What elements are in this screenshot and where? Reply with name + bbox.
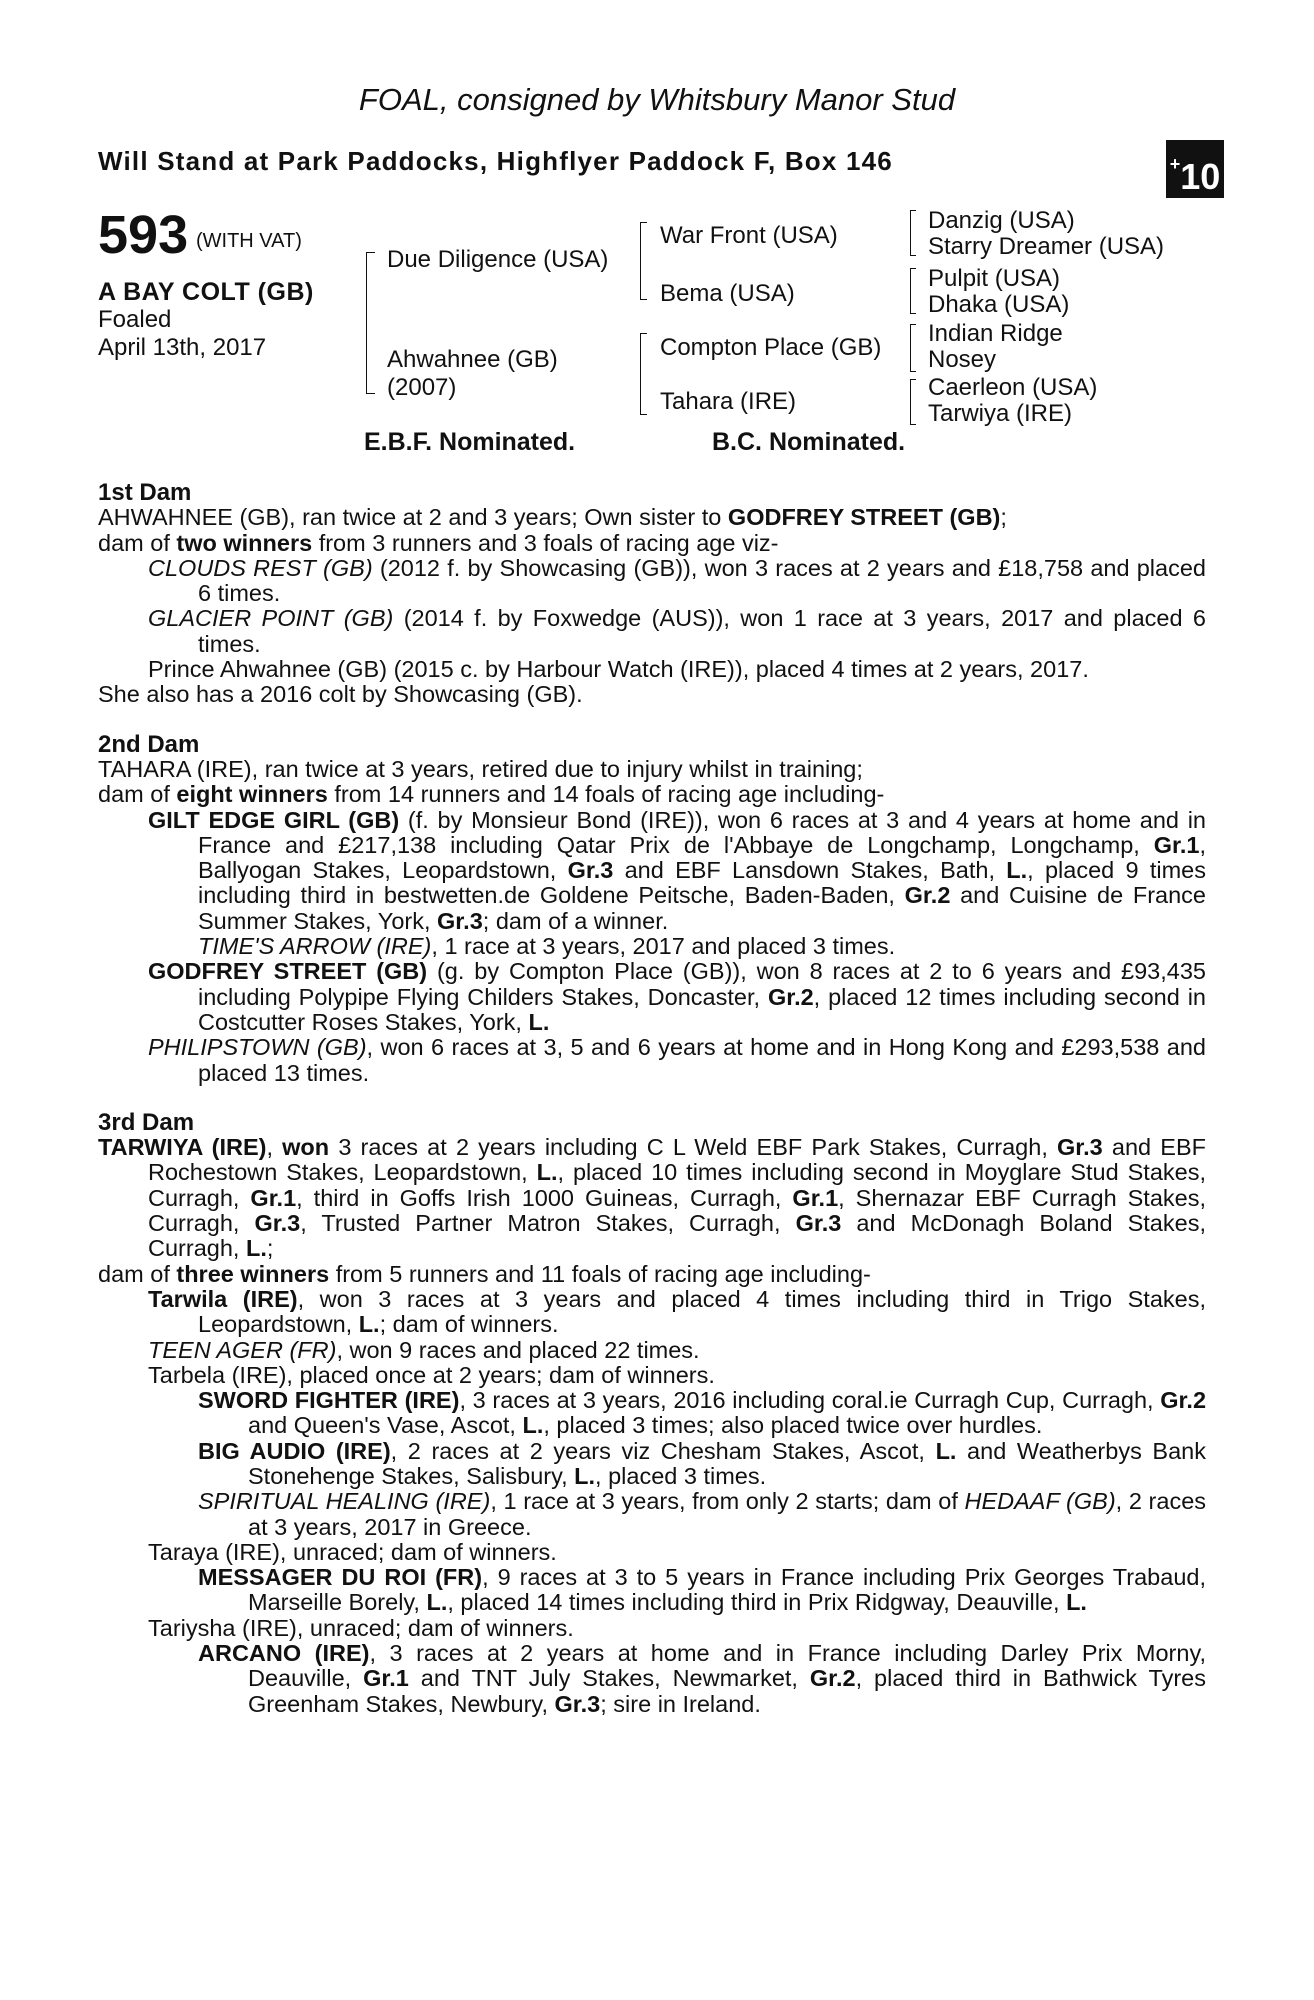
third-dam-heading: 3rd Dam — [98, 1108, 195, 1136]
pedigree-brace-ss — [910, 210, 916, 256]
produce-entry: ARCANO (IRE), 3 races at 2 years at home and in France including Darley Prix Morny, Deauville, Gr.1 and TNT July Stakes, Newmarket, Gr.2, placed third in Bathwick Tyres Greenham Stakes, Newbury, Gr.3; sire in Ireland. — [198, 1640, 1206, 1717]
pedigree-brace-dam — [640, 333, 647, 415]
produce-entry: BIG AUDIO (IRE), 2 races at 2 years viz Chesham Stakes, Ascot, L. and Weatherbys Bank Stonehenge Stakes, Salisbury, L., placed 3 times. — [198, 1437, 1206, 1489]
produce-entry: SPIRITUAL HEALING (IRE), 1 race at 3 years, from only 2 starts; dam of HEDAAF (GB), 2 races at 3 years, 2017 in Greece. — [198, 1488, 1207, 1540]
bc-nomination: B.C. Nominated. — [712, 428, 906, 456]
pedigree-dam: Ahwahnee (GB) — [387, 346, 558, 373]
pedigree-brace-ds — [910, 324, 916, 372]
lot-number: 593 — [98, 205, 189, 265]
pedigree-dss: Indian Ridge — [928, 320, 1063, 347]
foaled-info — [98, 306, 266, 362]
produce-entry: GLACIER POINT (GB) (2014 f. by Foxwedge (AUS)), won 1 race at 3 years, 2017 and placed 6 times. — [148, 605, 1206, 657]
badge-mark: + — [1169, 154, 1181, 174]
produce-entry: Tarwila (IRE), won 3 races at 3 years and placed 4 times including third in Trigo Stakes, Leopardstown, L.; dam of winners. — [148, 1285, 1206, 1338]
second-dam-heading: 2nd Dam — [98, 730, 200, 758]
produce-entry: SWORD FIGHTER (IRE), 3 races at 3 years, 2016 including coral.ie Curragh Cup, Curragh, Gr.2 and Queen's Vase, Ascot, L., placed 3 times; also placed twice over hurdles. — [198, 1387, 1207, 1439]
foaled-label: Foaled — [98, 306, 172, 333]
produce-entry: MESSAGER DU ROI (FR), 9 races at 3 to 5 years in France including Prix Georges Trabaud, Marseille Borely, L., placed 14 times including third in Prix Ridgway, Deauville, L. — [198, 1564, 1206, 1616]
pedigree-brace-dd — [910, 379, 916, 425]
stabling-location: Will Stand at Park Paddocks, Highflyer Paddock F, Box 146 — [98, 146, 893, 176]
produce-entry: GILT EDGE GIRL (GB) (f. by Monsieur Bond (IRE)), won 6 races at 3 and 4 years at home and in France and £217,138 including Qatar Prix de l'Abbaye de Longchamp, Longchamp, Gr.1, Ballyogan Stakes, Leopardstown, Gr.3 and EBF Lansdown Stakes, Bath, L., placed 9 times including third in bestwetten.de Goldene Peitsche, Baden-Baden, Gr.2 and Cuisine de France Summer Stakes, York, Gr.3; dam of a winner. — [148, 806, 1206, 934]
pedigree-sds: Pulpit (USA) — [928, 265, 1061, 292]
pedigree-dam-sire: Compton Place (GB) — [660, 334, 882, 361]
pedigree-sdd: Dhaka (USA) — [928, 291, 1070, 318]
catalogue-body — [98, 480, 1206, 1717]
pedigree-sss: Danzig (USA) — [928, 207, 1075, 234]
first-dam-produce-summary: dam of two winners from 3 runners and 3 foals of racing age viz- — [98, 529, 779, 556]
pedigree-dds: Caerleon (USA) — [928, 374, 1098, 401]
pedigree-ddd: Tarwiya (IRE) — [928, 400, 1073, 427]
produce-note: She also has a 2016 colt by Showcasing (GB). — [98, 681, 583, 708]
produce-entry: PHILIPSTOWN (GB), won 6 races at 3, 5 and 6 years at home and in Hong Kong and £293,538 and placed 13 times. — [148, 1034, 1206, 1086]
pedigree-dam-year: (2007) — [387, 374, 457, 401]
pedigree-sire-dam: Bema (USA) — [660, 280, 795, 307]
ebf-nomination: E.B.F. Nominated. — [364, 428, 576, 456]
pedigree-brace-gen1 — [366, 252, 375, 394]
second-dam-produce-summary: dam of eight winners from 14 runners and 14 foals of racing age including- — [98, 781, 885, 808]
pedigree-sire-sire: War Front (USA) — [660, 222, 838, 249]
produce-entry: CLOUDS REST (GB) (2012 f. by Showcasing (GB)), won 3 races at 2 years and £18,758 and placed 6 times. — [148, 554, 1206, 607]
produce-entry: TEEN AGER (FR), won 9 races and placed 22 times. — [148, 1336, 700, 1363]
second-dam-line: TAHARA (IRE), ran twice at 3 years, retired due to injury whilst in training; — [98, 755, 863, 782]
first-dam-line: AHWAHNEE (GB), ran twice at 2 and 3 years; Own sister to GODFREY STREET (GB); — [98, 504, 1007, 531]
badge-number: 10 — [1180, 156, 1221, 197]
foaled-date: April 13th, 2017 — [98, 334, 267, 361]
page-badge — [1166, 140, 1224, 198]
pedigree-dam-dam: Tahara (IRE) — [660, 388, 797, 415]
pedigree-dsd: Nosey — [928, 346, 997, 373]
pedigree-ssd: Starry Dreamer (USA) — [928, 233, 1165, 260]
produce-entry: TIME'S ARROW (IRE), 1 race at 3 years, 2017 and placed 3 times. — [198, 933, 896, 960]
catalogue-title: FOAL, consigned by Whitsbury Manor Stud — [358, 82, 956, 117]
pedigree-sire: Due Diligence (USA) — [387, 246, 609, 273]
produce-entry: Tariysha (IRE), unraced; dam of winners. — [148, 1614, 574, 1641]
first-dam-heading: 1st Dam — [98, 479, 192, 506]
third-dam-line: TARWIYA (IRE), won 3 races at 2 years including C L Weld EBF Park Stakes, Curragh, Gr.3 and EBF Rochestown Stakes, Leopardstown, L., placed 10 times including second in Moyglare Stud Stakes, Curragh, Gr.1, third in Goffs Irish 1000 Guineas, Curragh, Gr.1, Shernazar EBF Curragh Stakes, Curragh, Gr.3, Trusted Partner Matron Stakes, Curragh, Gr.3 and McDonagh Boland Stakes, Curragh, L.; — [98, 1134, 1206, 1262]
produce-entry: Tarbela (IRE), placed once at 2 years; dam of winners. — [148, 1361, 715, 1388]
third-dam-produce-summary: dam of three winners from 5 runners and 11 foals of racing age including- — [98, 1260, 871, 1287]
produce-entry: GODFREY STREET (GB) (g. by Compton Place (GB)), won 8 races at 2 to 6 years and £93,435 including Polypipe Flying Childers Stakes, Doncaster, Gr.2, placed 12 times including second in Costcutter Roses Stakes, York, L. — [148, 958, 1206, 1035]
vat-note: (WITH VAT) — [196, 230, 302, 252]
produce-entry: Prince Ahwahnee (GB) (2015 c. by Harbour Watch (IRE)), placed 4 times at 2 years, 2017. — [148, 656, 1089, 683]
pedigree-brace-sire — [640, 222, 647, 300]
horse-description: A BAY COLT (GB) — [98, 278, 314, 306]
pedigree-brace-sd — [910, 268, 916, 314]
produce-entry: Taraya (IRE), unraced; dam of winners. — [148, 1538, 557, 1565]
